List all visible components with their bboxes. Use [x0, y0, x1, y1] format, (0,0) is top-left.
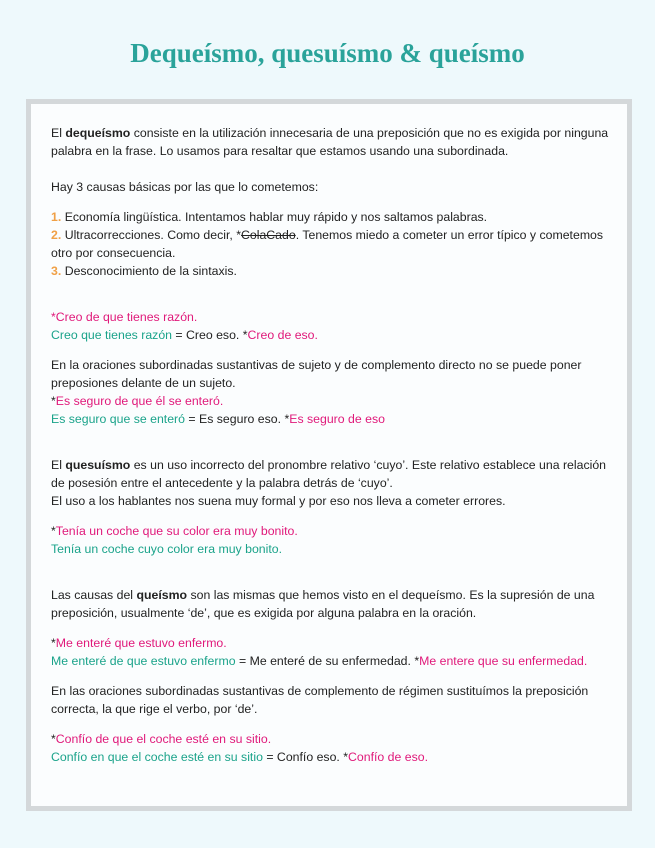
term-queismo: queísmo: [136, 588, 188, 602]
quesuismo-note: El uso a los hablantes nos suena muy formal y por eso nos lleva a cometer errores.: [51, 494, 506, 508]
page-title: Dequeísmo, quesuísmo & queísmo: [130, 38, 525, 68]
term-dequeismo: dequeísmo: [65, 126, 131, 140]
cause-item: 1. Economía lingüística. Intentamos hablar muy rápido y nos saltamos palabras.: [51, 210, 488, 224]
term-quesuismo: quesuísmo: [65, 458, 131, 472]
example-wrong: *Confío de que el coche esté en su sitio.: [51, 732, 272, 746]
strikethrough-word: ColaCado: [241, 228, 296, 242]
example-wrong: *Me enteré que estuvo enfermo.: [51, 636, 227, 650]
content-card: [26, 99, 632, 811]
example-correction: Confío en que el coche esté en su sitio = Confío eso. *Confío de eso.: [51, 750, 429, 764]
example-correction: Me enteré de que estuvo enfermo = Me enteré de su enfermedad. *Me entere que su enfermedad.: [51, 654, 588, 668]
dequeismo-definition: El dequeísmo consiste en la utilización innecesaria de una preposición que no es exigida por ninguna palabra en la frase. Lo usamos para resaltar que estamos usando una subordinada.: [51, 126, 609, 158]
quesuismo-definition: El quesuísmo es un uso incorrecto del pronombre relativo ‘cuyo’. Este relativo establece una relación de posesión entre el antecedente y la palabra detrás de ‘cuyo’.: [51, 458, 607, 490]
cause-item: 3. Desconocimiento de la sintaxis.: [51, 264, 237, 278]
regimen-clause-text: En las oraciones subordinadas sustantivas de complemento de régimen sustituímos la preposición correcta, la que rige el verbo, por ‘de’.: [51, 684, 589, 716]
content-body: [51, 124, 611, 766]
subject-clause-text: En la oraciones subordinadas sustantivas de sujeto y de complemento directo no se puede poner preposiones delante de un sujeto.: [51, 358, 582, 390]
example-correct: Tenía un coche cuyo color era muy bonito.: [51, 542, 283, 556]
example-correction: Es seguro que se enteró = Es seguro eso. *Es seguro de eso: [51, 412, 385, 426]
causes-intro: Hay 3 causas básicas por las que lo cometemos:: [51, 180, 319, 194]
cause-item: 2. Ultracorrecciones. Como decir, *ColaCado. Tenemos miedo a cometer un error típico y cometemos otro por consecuencia.: [51, 228, 604, 260]
example-wrong: *Es seguro de que él se enteró.: [51, 394, 224, 408]
example-wrong: *Tenía un coche que su color era muy bonito.: [51, 524, 298, 538]
example-correction: Creo que tienes razón = Creo eso. *Creo de eso.: [51, 328, 318, 342]
queismo-definition: Las causas del queísmo son las mismas que hemos visto en el dequeísmo. Es la supresión de una preposición, usualmente ‘de’, que es exigida por alguna palabra en la oración.: [51, 588, 595, 620]
example-wrong: *Creo de que tienes razón.: [51, 310, 198, 324]
